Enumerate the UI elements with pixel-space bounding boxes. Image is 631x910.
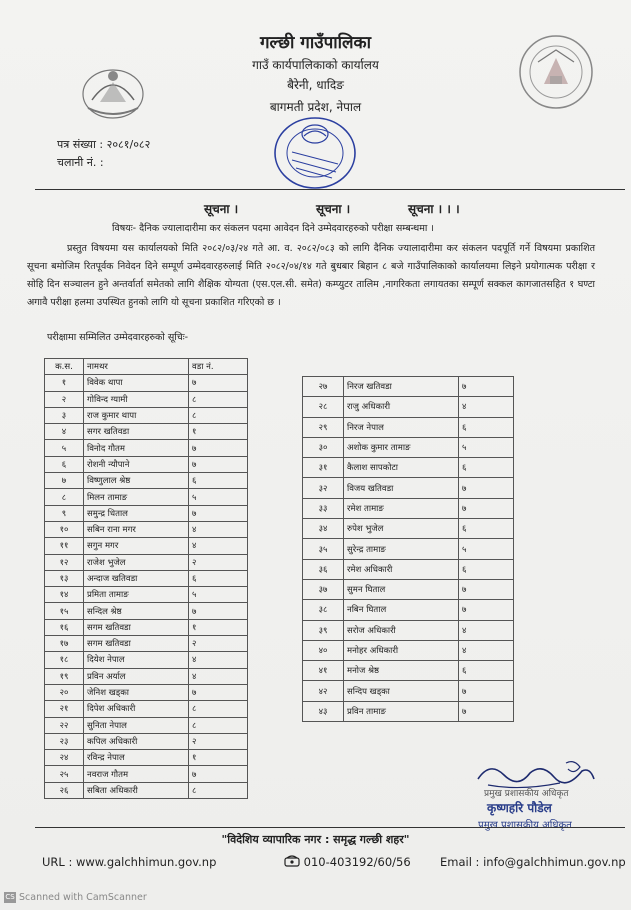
cell-serial: १७ bbox=[45, 636, 84, 652]
table-row bbox=[303, 458, 514, 478]
signatory-name: कृष्णहरि पौडेल bbox=[487, 801, 552, 815]
cell-serial: २९ bbox=[303, 417, 344, 437]
cell-name: रविन्द्र नेपाल bbox=[84, 750, 189, 766]
cell-ward: ७ bbox=[459, 579, 514, 599]
table-row bbox=[303, 397, 514, 417]
cell-name: समुन्द्र धिताल bbox=[84, 505, 189, 521]
cell-ward: ७ bbox=[189, 456, 248, 472]
cell-serial: ३ bbox=[45, 407, 84, 423]
candidate-list-heading: परीक्षामा सम्मिलित उम्मेदवारहरुको सूचिः- bbox=[47, 332, 189, 343]
cell-serial: ५ bbox=[45, 440, 84, 456]
table-row bbox=[303, 640, 514, 660]
cell-serial: ४२ bbox=[303, 681, 344, 701]
cell-serial: ४ bbox=[45, 424, 84, 440]
cell-name: सरोज अधिकारी bbox=[344, 620, 459, 640]
table-row bbox=[45, 603, 248, 619]
table-row bbox=[45, 440, 248, 456]
table-row bbox=[303, 377, 514, 397]
cell-name: विष्णुलाल श्रेष्ठ bbox=[84, 473, 189, 489]
cell-ward: ५ bbox=[189, 587, 248, 603]
cell-name: राज कुमार थापा bbox=[84, 407, 189, 423]
subject-line: विषयः- दैनिक ज्यालादारीमा कर संकलन पदमा आवेदन दिने उम्मेदवारहरुको परीक्षा सम्बन्धमा । bbox=[112, 223, 435, 234]
col-ward-header: वडा नं. bbox=[189, 359, 248, 375]
table-row bbox=[45, 570, 248, 586]
cell-serial: ३३ bbox=[303, 498, 344, 518]
cell-name: मिलन तामाङ bbox=[84, 489, 189, 505]
table-row bbox=[45, 473, 248, 489]
notice-paragraph: प्रस्तुत विषयमा यस कार्यालयको मिति २०८२/०३/२४ गते आ. व. २०८२/०८३ को लागि दैनिक ज्यालादारीमा कर संकलन पदपूर्ति गर्ने विषयमा प्रकाशित सूचना बमोजिम रितपूर्वक निवेदन दिने सम्पूर्ण उम्मेदवारहरुलाई मिति २०८२/०४/१४ गते बुधबार बिहान ८ बजे गाउँपालिकाको कार्यालयमा लिइने प्रयोगात्मक परीक्षा र सोहि दिन सञ्चालन हुने अन्तर्वार्ता समेतको लागि शैक्षिक योग्यता (एस.एल.सी. समेत) कम्प्युटर तालिम ,नागरिकता लगायतका सम्पूर्ण सक्कल कागजातसहित १ घण्टा अगावै परीक्षा हलमा उपस्थित हुनको लागि यो सूचना प्रकाशित गरिएको छ । bbox=[27, 243, 595, 308]
cell-ward: १ bbox=[189, 750, 248, 766]
table-row bbox=[45, 750, 248, 766]
cell-ward: ७ bbox=[459, 701, 514, 721]
notice-heading-3: सूचना । । । bbox=[408, 202, 460, 216]
table-row bbox=[45, 587, 248, 603]
cell-serial: १४ bbox=[45, 587, 84, 603]
cell-ward: ६ bbox=[459, 661, 514, 681]
cell-name: राजेश भुजेल bbox=[84, 554, 189, 570]
cell-name: सगम खतिवडा bbox=[84, 636, 189, 652]
cell-ward: ४ bbox=[459, 620, 514, 640]
table-row bbox=[45, 766, 248, 782]
cell-name: कपिल अधिकारी bbox=[84, 733, 189, 749]
table-row bbox=[303, 579, 514, 599]
cell-name: सुमन घिताल bbox=[344, 579, 459, 599]
table-row bbox=[45, 733, 248, 749]
cell-serial: २६ bbox=[45, 782, 84, 798]
col-serial-header: क.स. bbox=[45, 359, 84, 375]
municipality-name: गल्छी गाउँपालिका bbox=[259, 33, 372, 53]
footer-phone-number: 010-403192/60/56 bbox=[303, 855, 411, 869]
table-row bbox=[303, 519, 514, 539]
cell-serial: २० bbox=[45, 684, 84, 700]
cell-serial: ७ bbox=[45, 473, 84, 489]
cell-ward: १ bbox=[189, 424, 248, 440]
table-row bbox=[45, 684, 248, 700]
table-row bbox=[45, 782, 248, 798]
col-name-header: नामथर bbox=[84, 359, 189, 375]
table-row bbox=[303, 437, 514, 457]
table-row bbox=[45, 717, 248, 733]
cell-ward: ४ bbox=[459, 640, 514, 660]
header-divider bbox=[35, 189, 625, 190]
table-row bbox=[45, 391, 248, 407]
candidate-table-right bbox=[302, 376, 514, 722]
signature-stamp-title: प्रमुख प्रशासकीय अधिकृत bbox=[484, 789, 569, 799]
camscanner-logo-icon: CS bbox=[5, 893, 15, 901]
cell-ward: २ bbox=[189, 554, 248, 570]
cell-serial: २५ bbox=[45, 766, 84, 782]
office-name: गाउँ कार्यपालिकाको कार्यालय bbox=[252, 58, 379, 72]
table-row bbox=[303, 498, 514, 518]
cell-name: मनोहर अधिकारी bbox=[344, 640, 459, 660]
cell-serial: २ bbox=[45, 391, 84, 407]
cell-ward: ८ bbox=[189, 701, 248, 717]
reference-number: पत्र संख्या : २०८१/०८२ bbox=[57, 138, 151, 151]
table-row bbox=[303, 559, 514, 579]
cell-name: रमेश तामाङ bbox=[344, 498, 459, 518]
cell-name: गोविन्द ग्यामी bbox=[84, 391, 189, 407]
signatory-title: प्रमुख प्रशासकीय अधिकृत bbox=[478, 820, 572, 831]
table-row bbox=[45, 554, 248, 570]
cell-name: विनोद गौतम bbox=[84, 440, 189, 456]
cell-serial: ११ bbox=[45, 538, 84, 554]
cell-serial: १३ bbox=[45, 570, 84, 586]
cell-name: जेनिश खड्का bbox=[84, 684, 189, 700]
cell-ward: ४ bbox=[189, 521, 248, 537]
table-row bbox=[303, 681, 514, 701]
cell-name: रोशनी न्यौपाने bbox=[84, 456, 189, 472]
cell-serial: २३ bbox=[45, 733, 84, 749]
table-row bbox=[45, 489, 248, 505]
cell-ward: ६ bbox=[459, 458, 514, 478]
cell-serial: २२ bbox=[45, 717, 84, 733]
cell-name: कैलाश सापकोटा bbox=[344, 458, 459, 478]
cell-ward: ४ bbox=[189, 652, 248, 668]
cell-name: दिपेश अधिकारी bbox=[84, 701, 189, 717]
cell-serial: २४ bbox=[45, 750, 84, 766]
cell-ward: ६ bbox=[459, 417, 514, 437]
cell-ward: २ bbox=[189, 636, 248, 652]
cell-serial: ३२ bbox=[303, 478, 344, 498]
cell-ward: १ bbox=[189, 619, 248, 635]
telephone-icon bbox=[284, 855, 300, 867]
cell-serial: १ bbox=[45, 375, 84, 391]
cell-name: सबिन राना मगर bbox=[84, 521, 189, 537]
cell-ward: ४ bbox=[189, 538, 248, 554]
cell-serial: ६ bbox=[45, 456, 84, 472]
cell-name: सबिता अधिकारी bbox=[84, 782, 189, 798]
cell-ward: ७ bbox=[189, 440, 248, 456]
cell-serial: ३७ bbox=[303, 579, 344, 599]
cell-ward: ७ bbox=[459, 498, 514, 518]
cell-serial: ८ bbox=[45, 489, 84, 505]
table-row bbox=[45, 652, 248, 668]
footer-phone bbox=[284, 855, 411, 869]
cell-ward: ८ bbox=[189, 717, 248, 733]
cell-serial: ४० bbox=[303, 640, 344, 660]
table-row bbox=[45, 636, 248, 652]
office-stamp-icon bbox=[270, 112, 360, 194]
table-row bbox=[303, 539, 514, 559]
cell-name: नवराज गौतम bbox=[84, 766, 189, 782]
table-row bbox=[303, 701, 514, 721]
cell-name: रमेश अधिकारी bbox=[344, 559, 459, 579]
cell-name: मनोज श्रेष्ठ bbox=[344, 661, 459, 681]
cell-ward: ६ bbox=[459, 519, 514, 539]
cell-name: विवेक थापा bbox=[84, 375, 189, 391]
notice-heading-2: सूचना । bbox=[316, 202, 351, 216]
cell-name: सुरेन्द्र तामाङ bbox=[344, 539, 459, 559]
cell-name: प्रमिता तामाङ bbox=[84, 587, 189, 603]
notice-heading-1: सूचना । bbox=[204, 202, 239, 216]
cell-serial: १५ bbox=[45, 603, 84, 619]
candidate-table-left bbox=[44, 358, 248, 799]
cell-serial: ३९ bbox=[303, 620, 344, 640]
cell-name: सन्दिल श्रेष्ठ bbox=[84, 603, 189, 619]
cell-name: निरज नेपाल bbox=[344, 417, 459, 437]
table-row bbox=[45, 407, 248, 423]
cell-name: सगर खतिवडा bbox=[84, 424, 189, 440]
office-location: बैरेनी, धादिङ bbox=[287, 78, 344, 92]
cell-serial: १० bbox=[45, 521, 84, 537]
cell-name: प्रविन अर्याल bbox=[84, 668, 189, 684]
cell-name: विजय खतिवडा bbox=[344, 478, 459, 498]
footer-slogan: "विदेशिय व्यापारिक नगर : समृद्ध गल्छी शहर" bbox=[221, 833, 410, 846]
cell-name: सुनिता नेपाल bbox=[84, 717, 189, 733]
cell-ward: ८ bbox=[189, 407, 248, 423]
cell-ward: ८ bbox=[189, 782, 248, 798]
cell-ward: ७ bbox=[189, 603, 248, 619]
cell-serial: ३५ bbox=[303, 539, 344, 559]
cell-ward: ८ bbox=[189, 391, 248, 407]
table-row bbox=[45, 701, 248, 717]
cell-ward: ७ bbox=[459, 377, 514, 397]
cell-name: निरज खतिवडा bbox=[344, 377, 459, 397]
cell-name: सगुन मगर bbox=[84, 538, 189, 554]
cell-ward: ५ bbox=[459, 539, 514, 559]
office-province: बागमती प्रदेश, नेपाल bbox=[269, 100, 362, 114]
table-header-row bbox=[45, 359, 248, 375]
cell-serial: ३६ bbox=[303, 559, 344, 579]
cell-ward: ७ bbox=[189, 505, 248, 521]
footer-email: Email : info@galchhimun.gov.np bbox=[440, 855, 626, 869]
table-row bbox=[303, 600, 514, 620]
cell-serial: १६ bbox=[45, 619, 84, 635]
cell-ward: ७ bbox=[459, 600, 514, 620]
cell-name: अशोक कुमार तामाङ bbox=[344, 437, 459, 457]
cell-ward: २ bbox=[189, 733, 248, 749]
cell-ward: ७ bbox=[459, 681, 514, 701]
cell-ward: ७ bbox=[189, 684, 248, 700]
table-row bbox=[45, 456, 248, 472]
footer-url: URL : www.galchhimun.gov.np bbox=[42, 855, 217, 869]
table-row bbox=[45, 521, 248, 537]
cell-ward: ६ bbox=[459, 559, 514, 579]
cell-serial: २७ bbox=[303, 377, 344, 397]
cell-name: सगम खतिवडा bbox=[84, 619, 189, 635]
cell-name: दियेश नेपाल bbox=[84, 652, 189, 668]
scanner-watermark bbox=[4, 892, 147, 903]
cell-serial: ३० bbox=[303, 437, 344, 457]
cell-ward: ६ bbox=[189, 473, 248, 489]
cell-ward: ५ bbox=[459, 437, 514, 457]
cell-serial: ३४ bbox=[303, 519, 344, 539]
table-row bbox=[303, 620, 514, 640]
cell-serial: ३१ bbox=[303, 458, 344, 478]
cell-ward: ४ bbox=[459, 397, 514, 417]
cell-name: सन्दिप खड्का bbox=[344, 681, 459, 701]
cell-serial: ३८ bbox=[303, 600, 344, 620]
scanner-text: Scanned with CamScanner bbox=[19, 892, 147, 903]
cell-serial: २८ bbox=[303, 397, 344, 417]
cell-serial: १२ bbox=[45, 554, 84, 570]
cell-name: राजु अधिकारी bbox=[344, 397, 459, 417]
table-row bbox=[45, 619, 248, 635]
cell-serial: २१ bbox=[45, 701, 84, 717]
cell-ward: ७ bbox=[189, 375, 248, 391]
cell-name: अन्दाज खतिवडा bbox=[84, 570, 189, 586]
table-row bbox=[45, 505, 248, 521]
table-row bbox=[303, 661, 514, 681]
dispatch-number: चलानी नं. : bbox=[57, 156, 104, 169]
cell-serial: १८ bbox=[45, 652, 84, 668]
cell-name: नबिन घिताल bbox=[344, 600, 459, 620]
cell-ward: ५ bbox=[189, 489, 248, 505]
cell-ward: ४ bbox=[189, 668, 248, 684]
table-row bbox=[45, 424, 248, 440]
cell-serial: ९ bbox=[45, 505, 84, 521]
table-row bbox=[303, 417, 514, 437]
footer-divider bbox=[35, 827, 625, 828]
cell-ward: ७ bbox=[189, 766, 248, 782]
cell-name: प्रविन तामाङ bbox=[344, 701, 459, 721]
cell-ward: ६ bbox=[189, 570, 248, 586]
cell-serial: १९ bbox=[45, 668, 84, 684]
cell-name: रुपेश भुजेल bbox=[344, 519, 459, 539]
table-row bbox=[45, 668, 248, 684]
cell-serial: ४३ bbox=[303, 701, 344, 721]
table-row bbox=[303, 478, 514, 498]
cell-serial: ४१ bbox=[303, 661, 344, 681]
table-row bbox=[45, 538, 248, 554]
cell-ward: ७ bbox=[459, 478, 514, 498]
table-row bbox=[45, 375, 248, 391]
